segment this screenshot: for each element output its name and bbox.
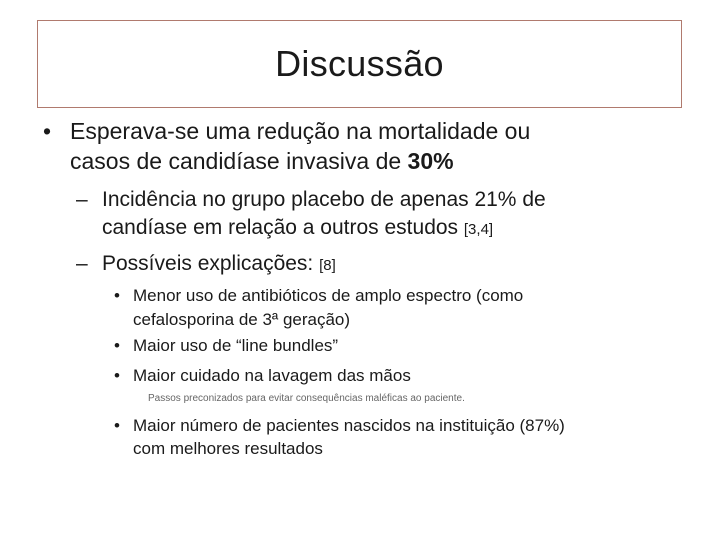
bullet-3-line-1 [102,252,336,276]
title-box [37,20,682,108]
bullet-5-line-1: Maior uso de “line bundles” [133,336,339,355]
bullet-dash: – [76,252,88,275]
bullet-dot: • [114,366,120,385]
bullet-2-line-2 [102,216,493,240]
bullet-7-line-2: com melhores resultados [133,439,323,458]
footnote: Passos preconizados para evitar consequências maléficas ao paciente. [148,393,465,404]
bullet-2-line-2-text: candíase em relação a outros estudos [102,216,464,239]
bullet-dot: • [43,118,52,144]
bullet-3-text: Possíveis explicações: [102,252,320,275]
slide-title: Discussão [275,43,444,84]
bullet-4-line-1: Menor uso de antibióticos de amplo espectro (como [133,286,524,305]
bullet-4-line-2: cefalosporina de 3ª geração) [133,310,351,329]
bullet-1-line-1: Esperava-se uma redução na mortalidade ou [70,118,531,144]
bullet-1-line-2 [70,148,454,175]
reference: [8] [319,257,336,274]
bullet-6-line-1: Maior cuidado na lavagem das mãos [133,366,411,385]
bullet-7-line-1: Maior número de pacientes nascidos na instituição (87%) [133,416,565,435]
bullet-1-highlight: 30% [407,148,454,174]
bullet-dot: • [114,336,120,355]
reference: [3,4] [463,221,494,238]
bullet-1-line-2-text: casos de candidíase invasiva de [70,148,408,174]
bullet-dot: • [114,286,120,305]
bullet-dash: – [76,188,88,211]
bullet-2-line-1: Incidência no grupo placebo de apenas 21% de [102,188,546,211]
bullet-dot: • [114,416,120,435]
